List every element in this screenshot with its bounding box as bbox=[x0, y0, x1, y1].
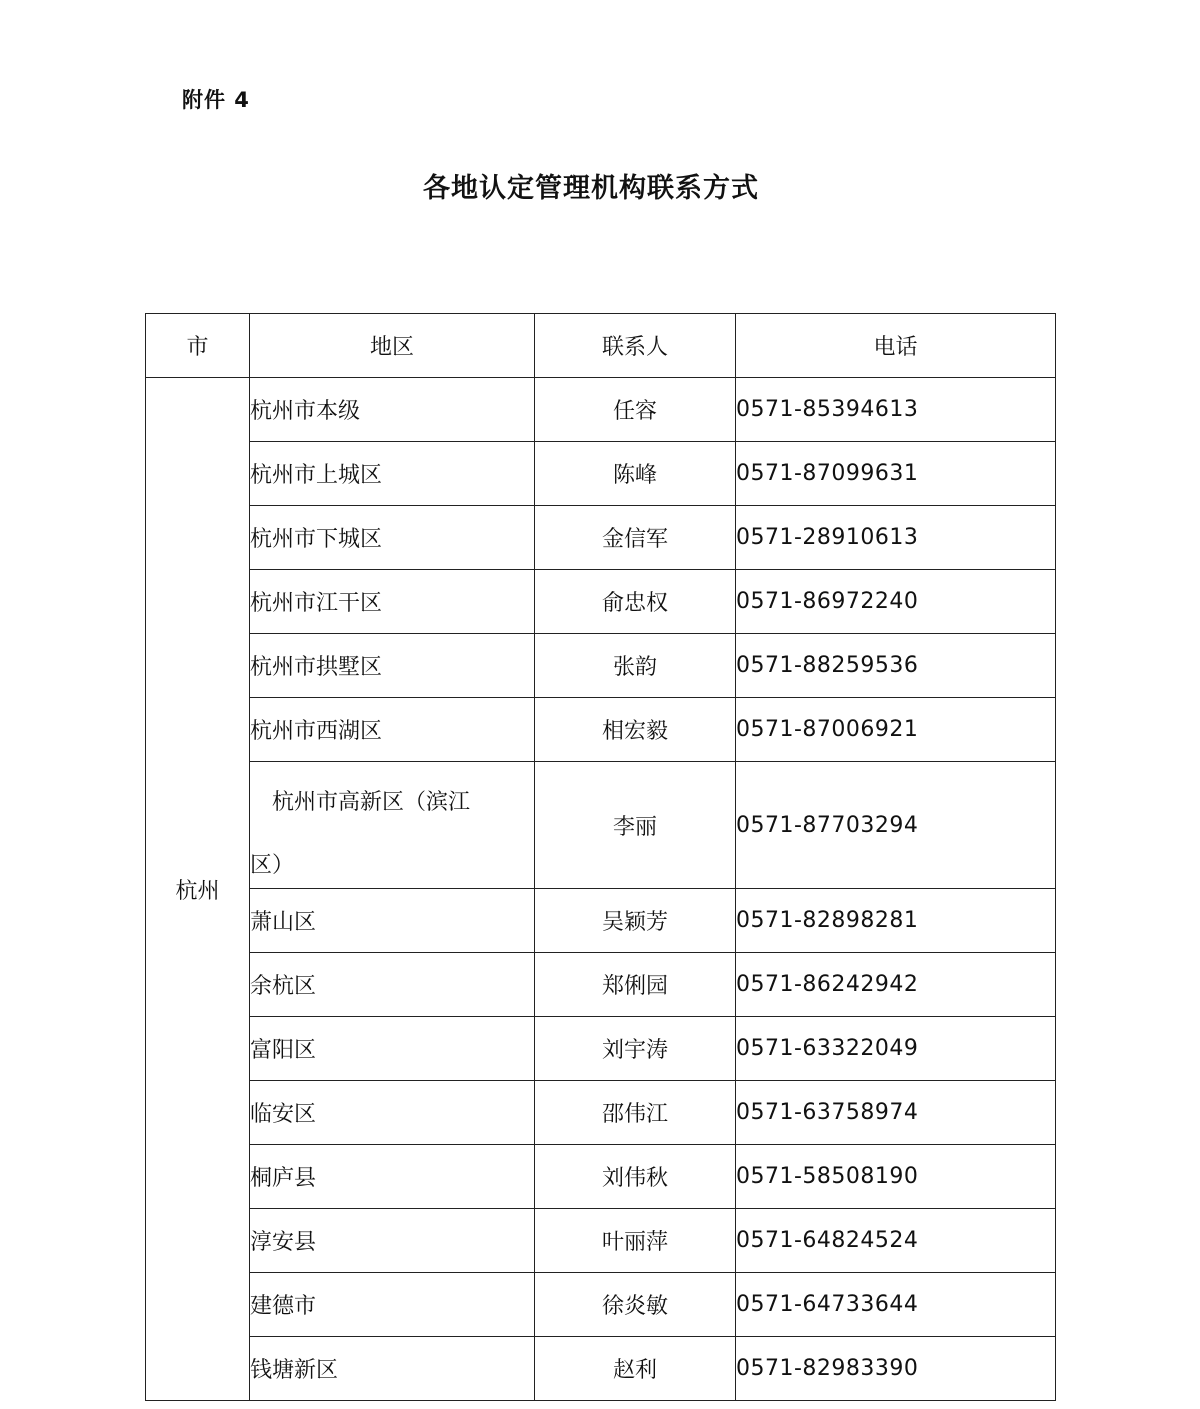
area-cell: 杭州市下城区 bbox=[250, 506, 535, 570]
contact-person-cell: 邵伟江 bbox=[535, 1081, 736, 1145]
area-text-line-2: 区） bbox=[250, 852, 295, 878]
table-row bbox=[146, 378, 1056, 442]
phone-cell: 0571-63758974 bbox=[736, 1081, 1056, 1145]
phone-cell: 0571-64733644 bbox=[736, 1273, 1056, 1337]
contact-person-cell: 赵利 bbox=[535, 1337, 736, 1401]
phone-cell: 0571-28910613 bbox=[736, 506, 1056, 570]
area-cell: 临安区 bbox=[250, 1081, 535, 1145]
contact-person-cell: 郑俐园 bbox=[535, 953, 736, 1017]
table-row bbox=[146, 762, 1056, 889]
column-header-area: 地区 bbox=[250, 314, 535, 378]
contact-person-cell: 陈峰 bbox=[535, 442, 736, 506]
area-cell: 钱塘新区 bbox=[250, 1337, 535, 1401]
table-row bbox=[146, 1209, 1056, 1273]
contact-person-cell: 金信军 bbox=[535, 506, 736, 570]
area-cell: 杭州市拱墅区 bbox=[250, 634, 535, 698]
table-row bbox=[146, 889, 1056, 953]
table-row bbox=[146, 1145, 1056, 1209]
table-row bbox=[146, 1017, 1056, 1081]
area-text-line-1: 杭州市高新区（滨江 bbox=[272, 789, 471, 815]
column-header-person: 联系人 bbox=[535, 314, 736, 378]
area-cell bbox=[250, 762, 535, 889]
contact-person-cell: 吴颖芳 bbox=[535, 889, 736, 953]
area-cell: 杭州市西湖区 bbox=[250, 698, 535, 762]
contacts-table bbox=[145, 313, 1056, 1401]
area-cell: 杭州市本级 bbox=[250, 378, 535, 442]
contact-person-cell: 徐炎敏 bbox=[535, 1273, 736, 1337]
contact-person-cell: 刘宇涛 bbox=[535, 1017, 736, 1081]
contact-person-cell: 俞忠权 bbox=[535, 570, 736, 634]
phone-cell: 0571-87703294 bbox=[736, 762, 1056, 889]
phone-cell: 0571-86972240 bbox=[736, 570, 1056, 634]
area-cell: 余杭区 bbox=[250, 953, 535, 1017]
phone-cell: 0571-85394613 bbox=[736, 378, 1056, 442]
contact-person-cell: 任容 bbox=[535, 378, 736, 442]
area-cell: 萧山区 bbox=[250, 889, 535, 953]
phone-cell: 0571-63322049 bbox=[736, 1017, 1056, 1081]
table-row bbox=[146, 953, 1056, 1017]
table-row bbox=[146, 1081, 1056, 1145]
table-row bbox=[146, 1337, 1056, 1401]
area-cell: 淳安县 bbox=[250, 1209, 535, 1273]
contact-person-cell: 李丽 bbox=[535, 762, 736, 889]
contact-person-cell: 刘伟秋 bbox=[535, 1145, 736, 1209]
table-row bbox=[146, 570, 1056, 634]
page-title: 各地认定管理机构联系方式 bbox=[423, 173, 759, 204]
area-cell: 杭州市上城区 bbox=[250, 442, 535, 506]
column-header-phone: 电话 bbox=[736, 314, 1056, 378]
phone-cell: 0571-82898281 bbox=[736, 889, 1056, 953]
table-row bbox=[146, 634, 1056, 698]
area-cell: 富阳区 bbox=[250, 1017, 535, 1081]
table-row bbox=[146, 1273, 1056, 1337]
area-cell: 杭州市江干区 bbox=[250, 570, 535, 634]
phone-cell: 0571-87006921 bbox=[736, 698, 1056, 762]
table-row bbox=[146, 698, 1056, 762]
phone-cell: 0571-82983390 bbox=[736, 1337, 1056, 1401]
phone-cell: 0571-58508190 bbox=[736, 1145, 1056, 1209]
contact-person-cell: 张韵 bbox=[535, 634, 736, 698]
area-cell: 建德市 bbox=[250, 1273, 535, 1337]
phone-cell: 0571-88259536 bbox=[736, 634, 1056, 698]
table-row bbox=[146, 506, 1056, 570]
phone-cell: 0571-87099631 bbox=[736, 442, 1056, 506]
table-row bbox=[146, 442, 1056, 506]
table-header-row bbox=[146, 314, 1056, 378]
contact-person-cell: 相宏毅 bbox=[535, 698, 736, 762]
attachment-label: 附件 4 bbox=[182, 88, 250, 112]
column-header-city: 市 bbox=[146, 314, 250, 378]
contact-person-cell: 叶丽萍 bbox=[535, 1209, 736, 1273]
city-cell: 杭州 bbox=[146, 378, 250, 1401]
phone-cell: 0571-64824524 bbox=[736, 1209, 1056, 1273]
area-cell: 桐庐县 bbox=[250, 1145, 535, 1209]
phone-cell: 0571-86242942 bbox=[736, 953, 1056, 1017]
